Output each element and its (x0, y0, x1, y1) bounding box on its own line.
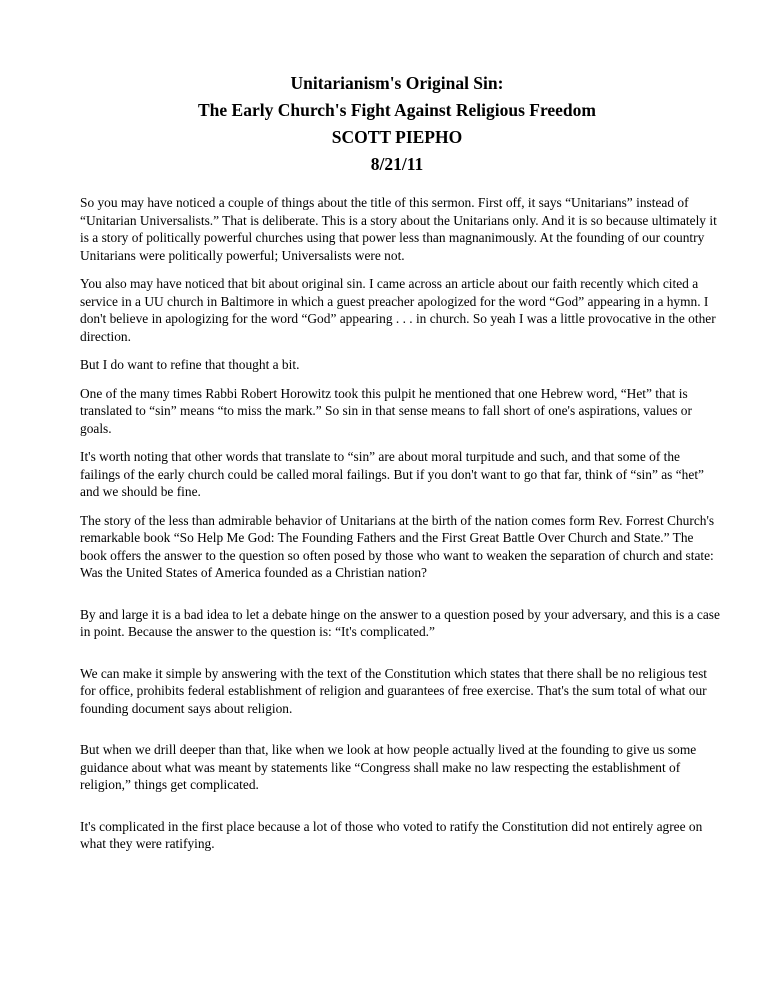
paragraph-5: It's worth noting that other words that translate to “sin” are about moral turpitude and such, and that some of the failings of the early church could be called moral failings. But if you don't want to go that far, think of “sin” as “het” and we should be fine. (80, 449, 704, 499)
paragraph-9: But when we drill deeper than that, like when we look at how people actually lived at the founding to give us some guidance about what was meant by statements like “Congress shall make no law respecting the establishment of religion,” things get complicated. (80, 742, 697, 792)
paragraph-3: But I do want to refine that thought a bit. (80, 357, 300, 372)
paragraph-10: It's complicated in the first place because a lot of those who voted to ratify the Constitution did not entirely agree on what they were ratifying. (80, 818, 703, 851)
title-line-1: Unitarianism's Original Sin: (290, 73, 504, 93)
paragraph-4: One of the many times Rabbi Robert Horowitz took this pulpit he mentioned that one Hebrew word, “Het” that is translated to “sin” means “to miss the mark.” So sin in that sense means to fall short of one's aspirations, values or goals. (80, 385, 692, 436)
paragraph-1: So you may have noticed a couple of things about the title of this sermon. First off, it says “Unitarians” instead of “Unitarian Universalists.” That is deliberate. This is a story about the Unitarians only. And it is so because ultimately it is a story of politically powerful churches using that power less than magnanimously. At the founding of our country Unitarians were politically powerful; Universalists were not. (80, 195, 717, 263)
paragraph-8: We can make it simple by answering with the text of the Constitution which states that there shall be no religious test for office, prohibits federal establishment of religion and guarantees of free exercise. That's the sum total of what our founding document says about religion. (80, 665, 708, 716)
sermon-date: 8/21/11 (370, 154, 424, 174)
paragraph-2: You also may have noticed that bit about original sin. I came across an article about our faith recently which cited a service in a UU church in Baltimore in which a guest preacher apologized for the word “God” appearing in a hymn. I don't believe in apologizing for the word “God” appearing . . . in church. So yeah I was a little provocative in the other direction. (80, 276, 716, 344)
author-name: SCOTT PIEPHO (331, 127, 463, 147)
title-line-2: The Early Church's Fight Against Religious Freedom (198, 100, 596, 120)
paragraph-6: The story of the less than admirable behavior of Unitarians at the birth of the nation comes form Rev. Forrest Church's remarkable book “So Help Me God: The Founding Fathers and the First Great Battle Over Church and State.” The book offers the answer to the question so often posed by those who want to weaken the separation of church and state: Was the United States of America founded as a Christian nation? (80, 512, 715, 580)
paragraph-7: By and large it is a bad idea to let a debate hinge on the answer to a question posed by your adversary, and this is a case in point. Because the answer to the question is: “It's complicated.” (80, 606, 720, 639)
title-block (80, 70, 720, 178)
